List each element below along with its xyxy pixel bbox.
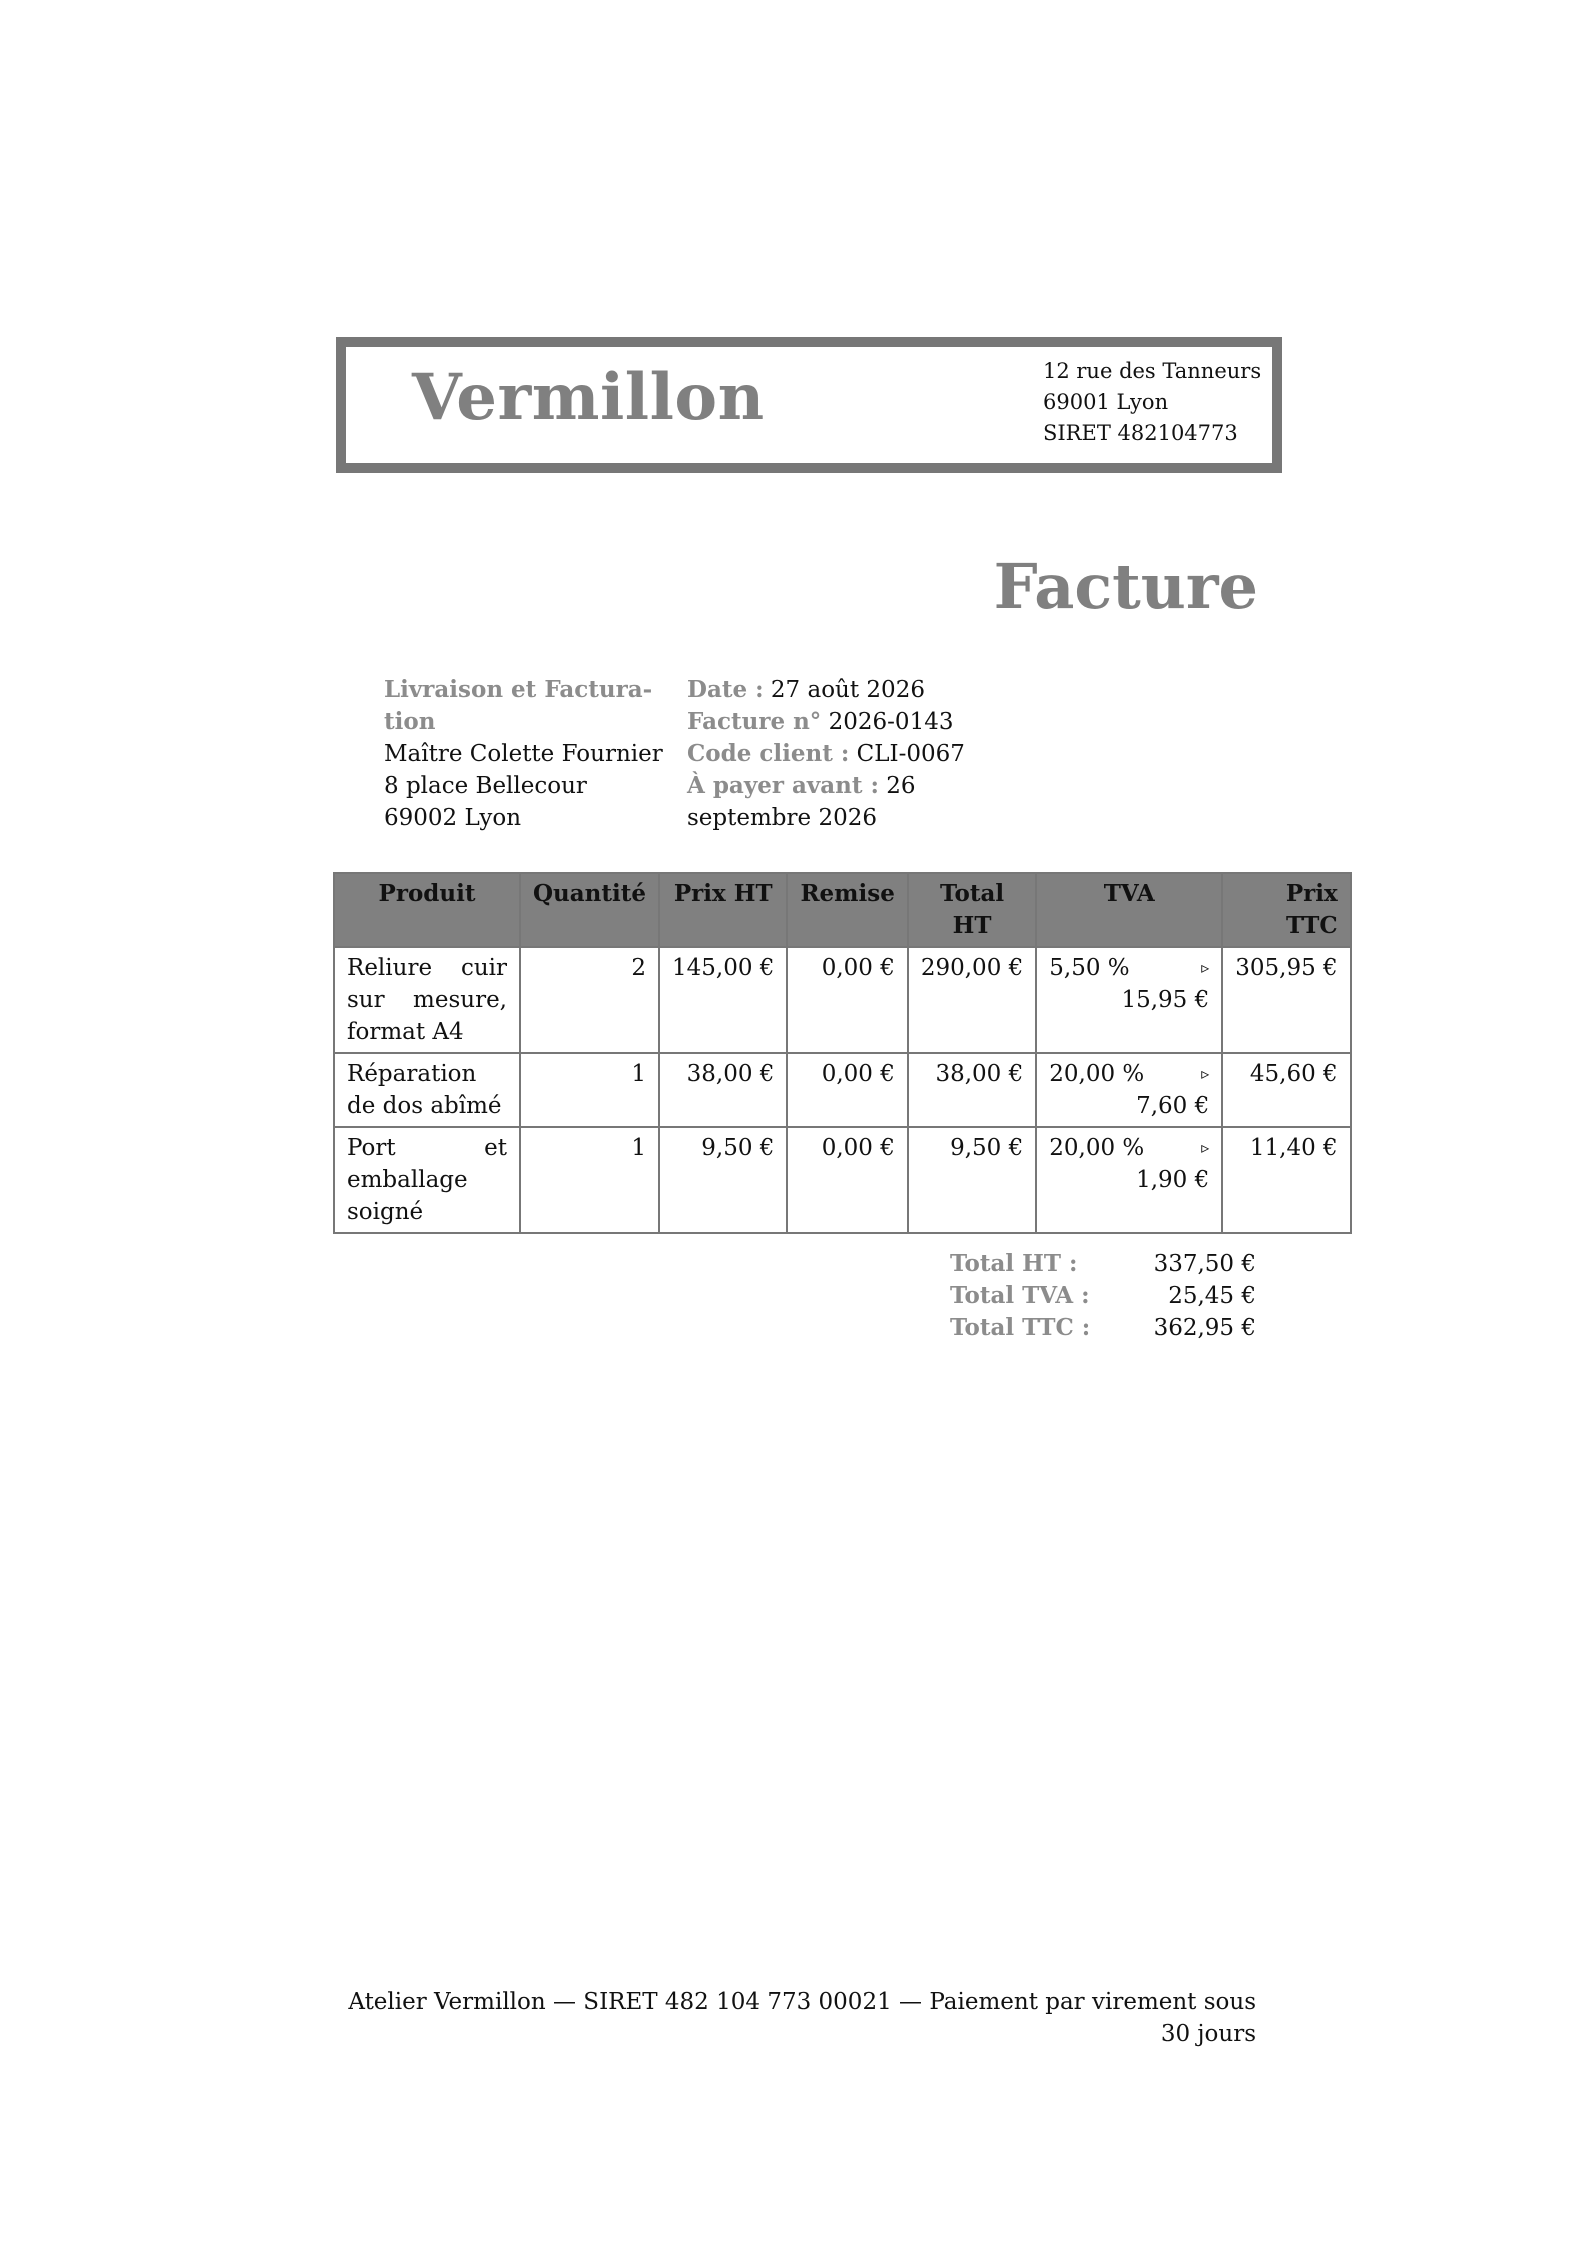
cell-tva	[1036, 1053, 1222, 1127]
tva-amount: 15,95 €	[1121, 987, 1210, 1013]
cell-unit-price: 9,50 €	[659, 1127, 787, 1233]
header-quantity-label: Quantité	[533, 880, 647, 907]
table-row	[334, 1053, 1351, 1127]
tva-rate: 20,00 %	[1049, 1061, 1145, 1087]
cell-total-ht: 38,00 €	[908, 1053, 1036, 1127]
header-quantity	[520, 873, 659, 947]
tva-rate-line	[1049, 1132, 1209, 1164]
client-street: 8 place Bellecour	[384, 773, 587, 799]
cell-quantity: 1	[520, 1053, 659, 1127]
company-info	[1043, 356, 1263, 449]
tva-rate: 5,50 %	[1049, 955, 1130, 981]
meta-due-date	[687, 770, 992, 834]
client-code-label: Code client :	[687, 740, 850, 767]
total-ttc-row	[950, 1312, 1256, 1344]
cell-price-ttc: 305,95 €	[1222, 947, 1350, 1053]
due-date-label: À payer avant :	[687, 772, 879, 799]
total-ht-label: Total HT :	[950, 1250, 1078, 1277]
total-ttc-label: Total TTC :	[950, 1314, 1091, 1341]
client-address-block	[384, 674, 674, 834]
tva-rate-line	[1049, 952, 1209, 984]
table-row	[334, 1127, 1351, 1233]
brand-name: Vermillon	[412, 360, 765, 435]
cell-quantity: 2	[520, 947, 659, 1053]
meta-date	[687, 674, 992, 706]
client-name: Maître Colette Fournier	[384, 741, 663, 767]
header-price-ttc: Prix TTC	[1222, 873, 1350, 947]
header-discount-label: Remise	[800, 880, 895, 907]
cell-product: Port et emballage soigné	[334, 1127, 520, 1233]
tva-arrow-icon: ▹	[1201, 1064, 1210, 1083]
total-ttc-value: 362,95 €	[1153, 1315, 1256, 1341]
client-city: 69002 Lyon	[384, 805, 522, 831]
cell-total-ht: 9,50 €	[908, 1127, 1036, 1233]
header-product: Produit	[334, 873, 520, 947]
company-address-line1: 12 rue des Tanneurs	[1043, 359, 1262, 383]
cell-discount: 0,00 €	[787, 1127, 907, 1233]
due-date-value: 26 septembre 2026	[687, 773, 916, 831]
total-ht-value: 337,50 €	[1153, 1251, 1256, 1277]
total-tva-value: 25,45 €	[1168, 1283, 1256, 1309]
invoice-meta-block	[687, 674, 992, 834]
date-value: 27 août 2026	[770, 677, 925, 703]
footer-note: Atelier Vermillon — SIRET 482 104 773 00021 — Paiement par virement sous 30 jours	[348, 1989, 1256, 2047]
meta-invoice-number	[687, 706, 992, 738]
table-row	[334, 947, 1351, 1053]
company-address-line2: 69001 Lyon	[1043, 390, 1169, 414]
cell-unit-price: 38,00 €	[659, 1053, 787, 1127]
cell-discount: 0,00 €	[787, 947, 907, 1053]
header-unit-price: Prix HT	[659, 873, 787, 947]
invoice-number-label: Facture n°	[687, 708, 822, 735]
cell-quantity: 1	[520, 1127, 659, 1233]
document-title: Facture	[993, 550, 1258, 623]
tva-arrow-icon: ▹	[1201, 1138, 1210, 1157]
company-siret: SIRET 482104773	[1043, 421, 1238, 445]
cell-total-ht: 290,00 €	[908, 947, 1036, 1053]
cell-tva	[1036, 1127, 1222, 1233]
items-table	[333, 872, 1352, 1234]
tva-amount: 1,90 €	[1136, 1167, 1210, 1193]
cell-price-ttc: 11,40 €	[1222, 1127, 1350, 1233]
invoice-number-value: 2026-0143	[828, 709, 954, 735]
cell-product: Reliure cuir sur mesure, format A4	[334, 947, 520, 1053]
table-header-row	[334, 873, 1351, 947]
tva-rate: 20,00 %	[1049, 1135, 1145, 1161]
total-tva-label: Total TVA :	[950, 1282, 1090, 1309]
tva-amount: 7,60 €	[1136, 1093, 1210, 1119]
client-heading: Livraison et Factura- tion	[384, 676, 653, 735]
meta-client-code	[687, 738, 992, 770]
cell-unit-price: 145,00 €	[659, 947, 787, 1053]
header-discount	[787, 873, 907, 947]
total-ht-row	[950, 1248, 1256, 1280]
totals-block	[950, 1248, 1256, 1344]
tva-rate-line	[1049, 1058, 1209, 1090]
cell-product: Réparation de dos abîmé	[334, 1053, 520, 1127]
total-tva-row	[950, 1280, 1256, 1312]
tva-arrow-icon: ▹	[1201, 958, 1210, 977]
client-code-value: CLI-0067	[856, 741, 965, 767]
cell-price-ttc: 45,60 €	[1222, 1053, 1350, 1127]
cell-tva	[1036, 947, 1222, 1053]
header-tva: TVA	[1036, 873, 1222, 947]
cell-discount: 0,00 €	[787, 1053, 907, 1127]
date-label: Date :	[687, 676, 764, 703]
header-total-ht: Total HT	[908, 873, 1036, 947]
